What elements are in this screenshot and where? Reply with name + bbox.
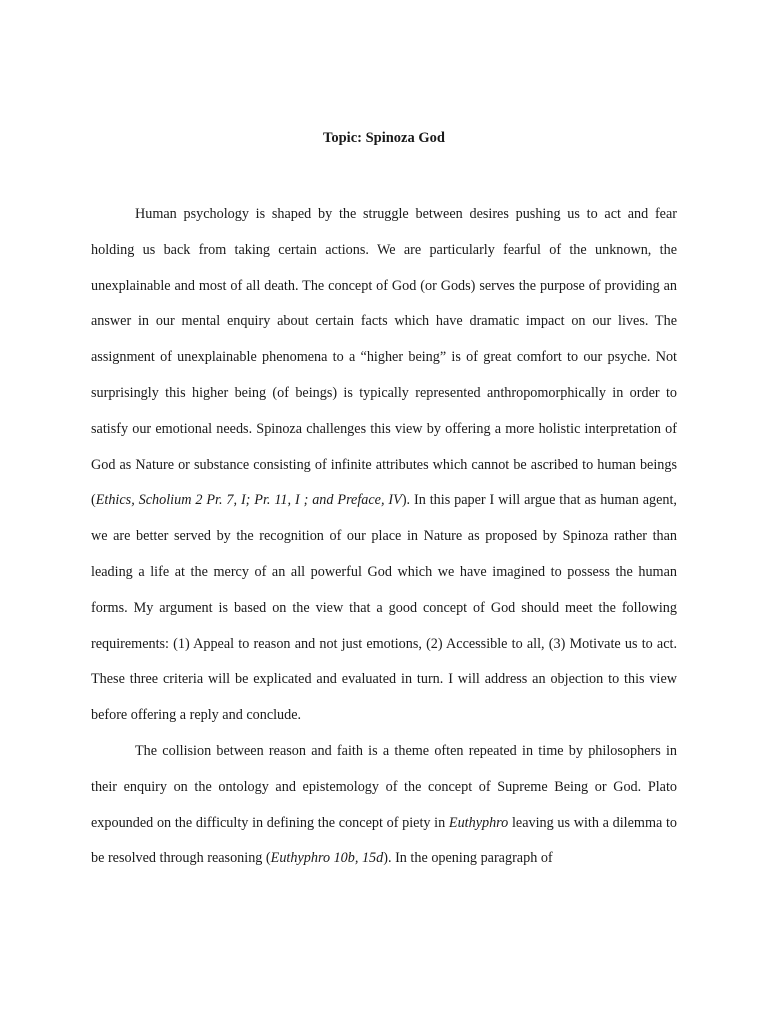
- document-body: [91, 197, 677, 877]
- paragraph-text: The collision between reason and faith is a theme often repeated in time by philosophers in their enquiry on the ontology and epistemology of the concept of Supreme Being or God. Plato expounded on the difficulty in defining the concept of piety in: [91, 742, 677, 831]
- paragraph-1: [91, 197, 677, 734]
- citation-euthyphro-ref: Euthyphro 10b, 15d: [270, 850, 384, 867]
- paragraph-text: leaving us with a dilemma to be resolved through reasoning (: [91, 814, 678, 867]
- citation-euthyphro-title: Euthyphro: [448, 814, 509, 831]
- paragraph-text: ). In the opening paragraph of: [383, 850, 553, 867]
- paragraph-2: [91, 734, 677, 877]
- paragraph-text: ). In this paper I will argue that as human agent, we are better served by the recognition of our place in Nature as proposed by Spinoza rather than leading a life at the mercy of an all powerful God which we have imagined to possess the human forms. My argument is based on the view that a good concept of God should meet the following requirements: (1) Appeal to reason and not just emotions, (2) Accessible to all, (3) Motivate us to act. These three criteria will be explicated and evaluated in turn. I will address an objection to this view before offering a reply and conclude.: [91, 492, 677, 724]
- page-title: Topic: Spinoza God: [323, 130, 445, 146]
- paragraph-text: Human psychology is shaped by the struggle between desires pushing us to act and fear holding us back from taking certain actions. We are particularly fearful of the unknown, the unexplainable and most of all death. The concept of God (or Gods) serves the purpose of providing an answer in our mental enquiry about certain facts which have dramatic impact on our lives. The assignment of unexplainable phenomena to a “higher being” is of great comfort to our psyche. Not surprisingly this higher being (of beings) is typically represented anthropomorphically in order to satisfy our emotional needs. Spinoza challenges this view by offering a more holistic interpretation of God as Nature or substance consisting of infinite attributes which cannot be ascribed to human beings (: [91, 206, 677, 509]
- citation-ethics: Ethics, Scholium 2 Pr. 7, I; Pr. 11, I ; and Preface, IV: [95, 492, 402, 509]
